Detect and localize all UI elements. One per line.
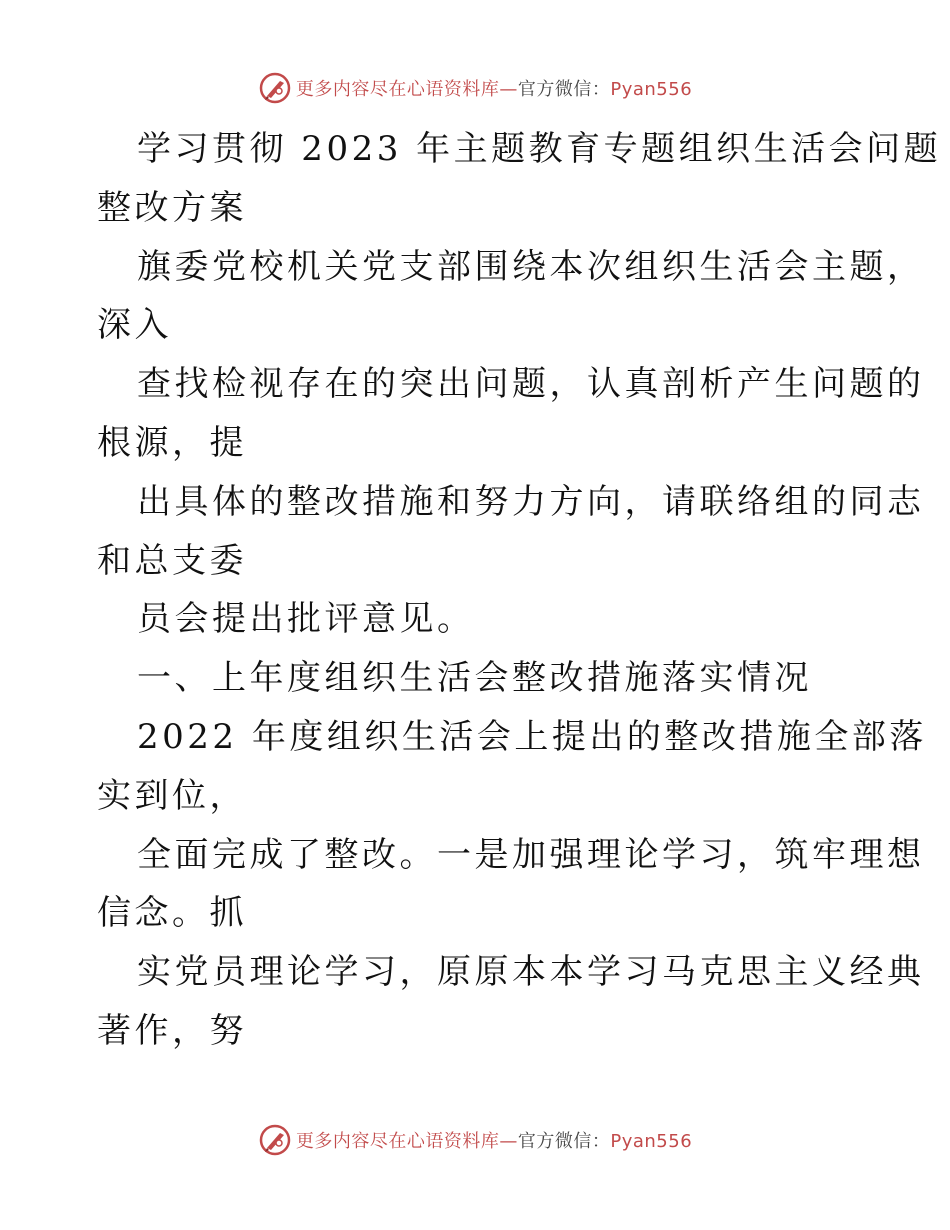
- document-body: [97, 120, 942, 1061]
- text-line: 实到位，: [97, 775, 247, 816]
- text-line: 员会提出批评意见。: [137, 599, 475, 640]
- text-line: 著作，努: [97, 1010, 247, 1051]
- watermark-official-label: 官方微信：: [517, 79, 611, 100]
- watermark-wechat-id: Pyan556: [610, 79, 693, 100]
- watermark-separator: —: [499, 79, 518, 100]
- header-watermark: [0, 68, 950, 108]
- text-line: 2022 年度组织生活会上提出的整改措施全部落: [137, 716, 927, 757]
- text-line: 全面完成了整改。一是加强理论学习，筑牢理想: [137, 834, 925, 875]
- quill-logo-icon: [258, 1123, 292, 1157]
- text-line: 实党员理论学习，原原本本学习马克思主义经典: [137, 952, 925, 993]
- watermark-text: [296, 75, 692, 101]
- text-line: 信念。抓: [97, 893, 247, 934]
- text-line: 学习贯彻 2023 年主题教育专题组织生活会问题: [137, 129, 942, 169]
- watermark-brand: 更多内容尽在心语资料库: [295, 1131, 500, 1152]
- watermark-wechat-id: Pyan556: [610, 1131, 693, 1152]
- text-line: 根源，提: [97, 422, 247, 463]
- text-line: 整改方案: [97, 187, 247, 228]
- text-line: 一、上年度组织生活会整改措施落实情况: [137, 658, 812, 699]
- text-line: 旗委党校机关党支部围绕本次组织生活会主题，: [137, 246, 925, 287]
- watermark-brand: 更多内容尽在心语资料库: [295, 79, 500, 100]
- text-line: 出具体的整改措施和努力方向，请联络组的同志: [137, 481, 925, 522]
- footer-watermark: [0, 1120, 950, 1160]
- text-line: 查找检视存在的突出问题，认真剖析产生问题的: [137, 364, 925, 405]
- watermark-separator: —: [499, 1131, 518, 1152]
- watermark-text: [296, 1127, 692, 1153]
- quill-logo-icon: [258, 71, 292, 105]
- text-line: 深入: [97, 305, 172, 346]
- watermark-official-label: 官方微信：: [517, 1131, 611, 1152]
- text-line: 和总支委: [97, 540, 247, 581]
